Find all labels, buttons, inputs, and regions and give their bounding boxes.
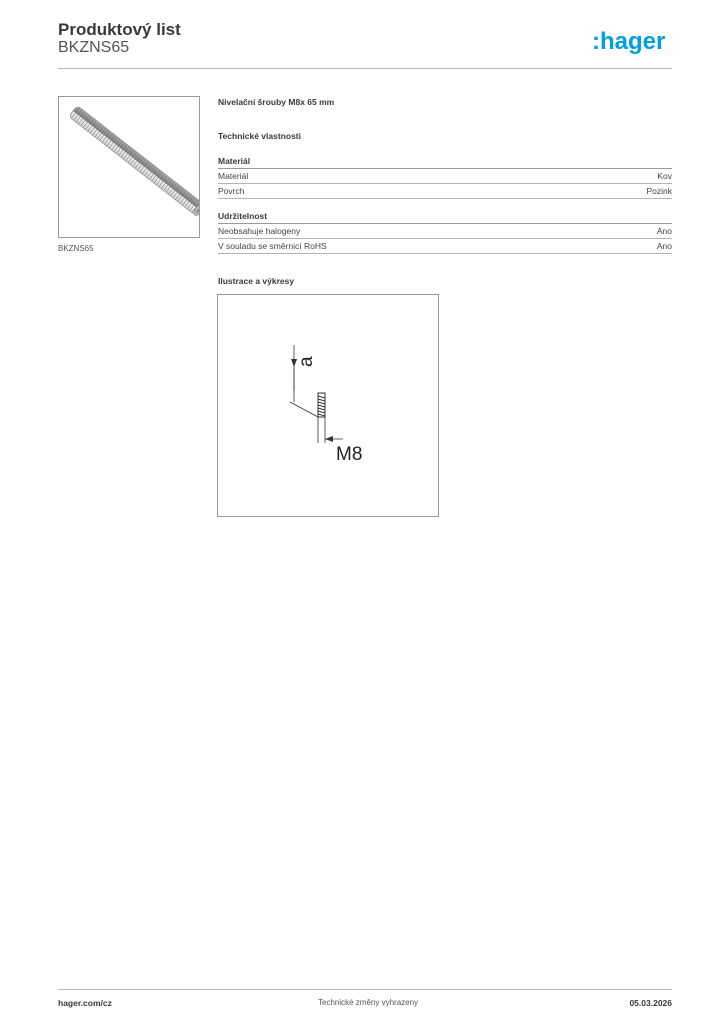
- row-value: Ano: [656, 241, 672, 251]
- row-value: Kov: [657, 171, 672, 181]
- material-group: [218, 156, 672, 199]
- footer-divider: [58, 989, 672, 990]
- photo-caption: BKZNS65: [58, 244, 94, 253]
- threaded-rod-image: [59, 97, 199, 237]
- sustainability-group: [218, 211, 672, 254]
- hager-logo: [592, 27, 676, 57]
- footer-disclaimer: Technické změny vyhrazeny: [318, 998, 419, 1007]
- product-name: Nivelační šrouby M8x 65 mm: [218, 97, 335, 107]
- tech-section-title: Technické vlastnosti: [218, 131, 301, 141]
- footer-website-link[interactable]: hager.com/cz: [58, 998, 112, 1008]
- header-divider: [58, 68, 672, 69]
- document-title: Produktový list: [58, 20, 181, 39]
- row-value: Pozink: [646, 186, 672, 196]
- material-group-title: Materiál: [218, 156, 672, 169]
- dimension-drawing: [218, 295, 438, 516]
- dimension-a-line: [290, 345, 318, 417]
- bolt-sketch: [318, 393, 325, 417]
- illustration-section-title: Ilustrace a výkresy: [218, 276, 295, 286]
- table-row: [218, 169, 672, 184]
- footer-date: 05.03.2026: [629, 998, 672, 1008]
- table-row: [218, 224, 672, 239]
- row-value: Ano: [656, 226, 672, 236]
- sustainability-group-title: Udržitelnost: [218, 211, 672, 224]
- technical-drawing: [217, 294, 439, 517]
- row-label: Povrch: [218, 186, 245, 196]
- hager-logo-text: :hager: [592, 28, 666, 55]
- arrow-m8: [325, 436, 333, 442]
- table-row: [218, 239, 672, 254]
- product-photo: [58, 96, 200, 238]
- row-label: Materiál: [218, 171, 249, 181]
- dimension-m8-label: M8: [336, 444, 363, 465]
- table-row: [218, 184, 672, 199]
- product-code: BKZNS65: [58, 39, 130, 56]
- row-label: V souladu se směrnicí RoHS: [218, 241, 327, 251]
- dimension-a-label: a: [296, 356, 317, 367]
- row-label: Neobsahuje halogeny: [218, 226, 301, 236]
